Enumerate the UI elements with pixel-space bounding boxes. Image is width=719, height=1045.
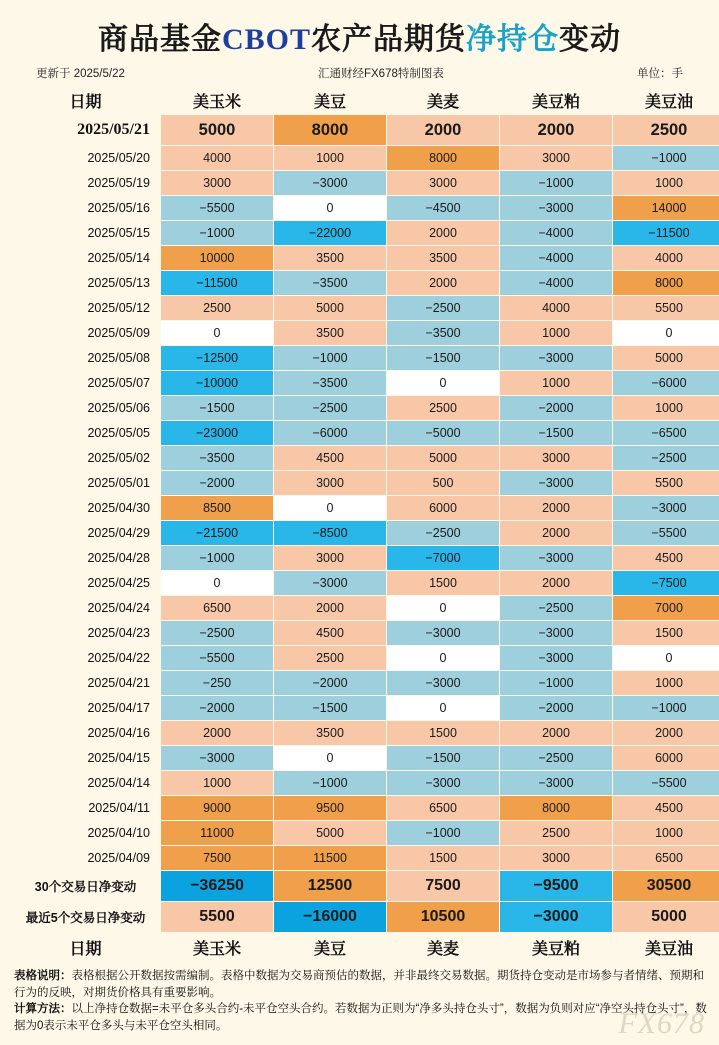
cell-美豆油: 14000 — [613, 196, 719, 221]
cell-美豆粕: −2500 — [500, 596, 613, 621]
cell-美豆: −3500 — [274, 271, 387, 296]
title-part-4: 净持仓 — [466, 23, 560, 56]
summary-label: 最近5个交易日净变动 — [11, 902, 161, 933]
cell-美豆: −1000 — [274, 771, 387, 796]
cell-美玉米: −23000 — [161, 421, 274, 446]
cell-美豆油: 4000 — [613, 246, 719, 271]
cell-美豆: −2500 — [274, 396, 387, 421]
cell-美豆油: 4500 — [613, 796, 719, 821]
cell-美麦: −3000 — [387, 771, 500, 796]
column-header-3: 美麦 — [387, 86, 500, 115]
row-date: 2025/04/15 — [11, 746, 161, 771]
title-part-5: 变动 — [559, 23, 622, 56]
table-row — [11, 596, 719, 621]
cell-美麦: −3000 — [387, 621, 500, 646]
cell-美豆粕: −1000 — [500, 671, 613, 696]
cell-美麦: −1500 — [387, 746, 500, 771]
cell-美麦: 2000 — [387, 271, 500, 296]
cell-美麦: −2500 — [387, 521, 500, 546]
cell-美豆粕: 4000 — [500, 296, 613, 321]
cell-美玉米: 2000 — [161, 721, 274, 746]
cell-美豆油: −5500 — [613, 771, 719, 796]
table-row — [11, 821, 719, 846]
cell-美豆油: −6500 — [613, 421, 719, 446]
table-row — [11, 746, 719, 771]
cell-美豆: 3500 — [274, 321, 387, 346]
cell-美豆粕: −3000 — [500, 346, 613, 371]
cell-美玉米: −5500 — [161, 196, 274, 221]
row-date: 2025/05/12 — [11, 296, 161, 321]
cell-美豆粕: 2000 — [500, 521, 613, 546]
cell-美豆油: −6000 — [613, 371, 719, 396]
subheader-bar — [10, 62, 709, 85]
table-row — [11, 421, 719, 446]
row-date: 2025/04/28 — [11, 546, 161, 571]
cell-美豆油: 5000 — [613, 346, 719, 371]
table-row — [11, 396, 719, 421]
cell-美玉米: 10000 — [161, 246, 274, 271]
table-row — [11, 671, 719, 696]
title-part-3: 期货 — [404, 23, 467, 56]
cell-美豆油: 0 — [613, 646, 719, 671]
summary-row — [11, 902, 719, 933]
summary-cell-美豆粕: −9500 — [500, 871, 613, 902]
row-date: 2025/04/21 — [11, 671, 161, 696]
cell-美豆粕: 3000 — [500, 846, 613, 871]
cell-美豆油: 5500 — [613, 296, 719, 321]
cell-美豆粕: −2500 — [500, 746, 613, 771]
cell-美豆: 0 — [274, 746, 387, 771]
cell-美豆: −6000 — [274, 421, 387, 446]
table-row — [11, 296, 719, 321]
row-date: 2025/04/24 — [11, 596, 161, 621]
cell-美豆: 3000 — [274, 546, 387, 571]
summary-label: 30个交易日净变动 — [11, 871, 161, 902]
cell-美玉米: 2500 — [161, 296, 274, 321]
note-line-2 — [14, 1001, 707, 1034]
row-date: 2025/05/16 — [11, 196, 161, 221]
column-header-3: 美麦 — [387, 933, 500, 962]
cell-美豆: 9500 — [274, 796, 387, 821]
cell-美玉米: −10000 — [161, 371, 274, 396]
updated-label: 更新于 2025/5/22 — [36, 68, 125, 80]
column-header-5: 美豆油 — [613, 933, 719, 962]
cell-美豆粕: −3000 — [500, 471, 613, 496]
note-1-label: 表格说明： — [14, 970, 72, 982]
table-row — [11, 471, 719, 496]
note-2-text: 以上净持仓数据=未平仓多头合约-未平仓空头合约。若数据为正则为“净多头持仓头寸”，数据为负则对应“净空头持仓头寸”，数据为0表示未平仓多头与未平仓空头相同。 — [14, 1003, 707, 1033]
cell-美豆油: −11500 — [613, 221, 719, 246]
cell-美豆: −1000 — [274, 346, 387, 371]
cell-美豆: −1500 — [274, 696, 387, 721]
summary-cell-美麦: 10500 — [387, 902, 500, 933]
cell-美麦: 1500 — [387, 571, 500, 596]
cell-美豆粕: −3000 — [500, 771, 613, 796]
cell-美麦: 6500 — [387, 796, 500, 821]
table-row — [11, 346, 719, 371]
cell-美豆粕: −3000 — [500, 621, 613, 646]
summary-cell-美豆: 12500 — [274, 871, 387, 902]
cell-美豆: −3000 — [274, 571, 387, 596]
cell-美豆粕: −2000 — [500, 396, 613, 421]
row-date: 2025/05/05 — [11, 421, 161, 446]
cell-美麦: −1500 — [387, 346, 500, 371]
positions-table — [10, 85, 719, 962]
cell-美豆: −3500 — [274, 371, 387, 396]
cell-美豆: −22000 — [274, 221, 387, 246]
cell-美麦: 2500 — [387, 396, 500, 421]
cell-美豆粕: −4000 — [500, 221, 613, 246]
cell-美玉米: −21500 — [161, 521, 274, 546]
table-row — [11, 321, 719, 346]
cell-美豆油: 4500 — [613, 546, 719, 571]
cell-美玉米: 6500 — [161, 596, 274, 621]
summary-cell-美麦: 7500 — [387, 871, 500, 902]
table-row — [11, 646, 719, 671]
note-line-1 — [14, 968, 707, 1001]
row-date: 2025/05/15 — [11, 221, 161, 246]
row-date: 2025/04/30 — [11, 496, 161, 521]
table-row — [11, 115, 719, 146]
cell-美豆粕: −1000 — [500, 171, 613, 196]
cell-美豆油: 0 — [613, 321, 719, 346]
cell-美玉米: −1000 — [161, 221, 274, 246]
table-body — [11, 115, 719, 933]
cell-美麦: 0 — [387, 596, 500, 621]
table-row — [11, 196, 719, 221]
cell-美玉米: 0 — [161, 571, 274, 596]
cell-美玉米: 8500 — [161, 496, 274, 521]
cell-美麦: −5000 — [387, 421, 500, 446]
cell-美玉米: 9000 — [161, 796, 274, 821]
cell-美麦: 0 — [387, 646, 500, 671]
cell-美玉米: −1500 — [161, 396, 274, 421]
cell-美玉米: −2000 — [161, 696, 274, 721]
summary-cell-美豆油: 30500 — [613, 871, 719, 902]
table-header-row — [11, 86, 719, 115]
cell-美玉米: −3500 — [161, 446, 274, 471]
cell-美玉米: −2500 — [161, 621, 274, 646]
column-header-2: 美豆 — [274, 86, 387, 115]
cell-美豆粕: −4000 — [500, 271, 613, 296]
cell-美麦: 1500 — [387, 846, 500, 871]
title-part-1: CBOT — [221, 23, 312, 56]
table-row — [11, 221, 719, 246]
cell-美豆油: 6000 — [613, 746, 719, 771]
row-date: 2025/05/02 — [11, 446, 161, 471]
table-row — [11, 546, 719, 571]
cell-美豆油: −1000 — [613, 146, 719, 171]
cell-美豆: 5000 — [274, 821, 387, 846]
title-part-2: 农产品 — [311, 23, 405, 56]
table-row — [11, 246, 719, 271]
column-header-1: 美玉米 — [161, 86, 274, 115]
table-row — [11, 621, 719, 646]
table-row — [11, 796, 719, 821]
cell-美豆: −2000 — [274, 671, 387, 696]
cell-美豆粕: 2500 — [500, 821, 613, 846]
cell-美豆粕: −3000 — [500, 646, 613, 671]
cell-美豆粕: −3000 — [500, 196, 613, 221]
cell-美麦: 8000 — [387, 146, 500, 171]
table-row — [11, 271, 719, 296]
cell-美麦: 2000 — [387, 115, 500, 146]
cell-美豆油: 1000 — [613, 821, 719, 846]
cell-美麦: 0 — [387, 696, 500, 721]
cell-美豆油: 1000 — [613, 671, 719, 696]
cell-美豆油: 8000 — [613, 271, 719, 296]
cell-美玉米: 0 — [161, 321, 274, 346]
cell-美豆油: −7500 — [613, 571, 719, 596]
table-footer-row — [11, 933, 719, 962]
cell-美玉米: −3000 — [161, 746, 274, 771]
cell-美豆油: 1000 — [613, 171, 719, 196]
table-row — [11, 146, 719, 171]
table-row — [11, 521, 719, 546]
cell-美玉米: 11000 — [161, 821, 274, 846]
cell-美豆油: −2500 — [613, 446, 719, 471]
cell-美麦: 0 — [387, 371, 500, 396]
cell-美豆: 8000 — [274, 115, 387, 146]
cell-美豆粕: −2000 — [500, 696, 613, 721]
cell-美豆: −3000 — [274, 171, 387, 196]
cell-美麦: −3500 — [387, 321, 500, 346]
cell-美豆油: 2500 — [613, 115, 719, 146]
cell-美豆粕: 2000 — [500, 115, 613, 146]
cell-美麦: −4500 — [387, 196, 500, 221]
cell-美豆油: 1000 — [613, 396, 719, 421]
cell-美豆油: 1500 — [613, 621, 719, 646]
cell-美豆: 1000 — [274, 146, 387, 171]
summary-cell-美玉米: −36250 — [161, 871, 274, 902]
cell-美豆粕: 3000 — [500, 446, 613, 471]
cell-美麦: −7000 — [387, 546, 500, 571]
cell-美豆油: −5500 — [613, 521, 719, 546]
cell-美玉米: 4000 — [161, 146, 274, 171]
cell-美玉米: 3000 — [161, 171, 274, 196]
column-header-0: 日期 — [11, 933, 161, 962]
summary-cell-美豆油: 5000 — [613, 902, 719, 933]
summary-cell-美玉米: 5500 — [161, 902, 274, 933]
unit-label: 单位：手 — [637, 68, 683, 80]
table-row — [11, 571, 719, 596]
cell-美豆粕: 8000 — [500, 796, 613, 821]
cell-美豆: 2000 — [274, 596, 387, 621]
row-date: 2025/05/01 — [11, 471, 161, 496]
row-date: 2025/05/09 — [11, 321, 161, 346]
row-date: 2025/04/16 — [11, 721, 161, 746]
cell-美玉米: 1000 — [161, 771, 274, 796]
row-date: 2025/04/14 — [11, 771, 161, 796]
cell-美麦: 500 — [387, 471, 500, 496]
column-header-1: 美玉米 — [161, 933, 274, 962]
cell-美豆油: 2000 — [613, 721, 719, 746]
cell-美豆粕: 2000 — [500, 721, 613, 746]
note-1-text: 表格根据公开数据按需编制。表格中数据为交易商预估的数据，并非最终交易数据。期货持仓变动是市场参与者情绪、预期和行为的反映，对期货价格具有重要影响。 — [14, 970, 704, 999]
cell-美豆: 2500 — [274, 646, 387, 671]
cell-美豆油: −3000 — [613, 496, 719, 521]
cell-美玉米: 7500 — [161, 846, 274, 871]
notes-block — [10, 962, 709, 1035]
cell-美豆: 0 — [274, 196, 387, 221]
row-date: 2025/04/25 — [11, 571, 161, 596]
cell-美豆粕: −4000 — [500, 246, 613, 271]
cell-美玉米: −1000 — [161, 546, 274, 571]
cell-美玉米: −2000 — [161, 471, 274, 496]
cell-美麦: 2000 — [387, 221, 500, 246]
cell-美豆油: 6500 — [613, 846, 719, 871]
cell-美豆: 3500 — [274, 721, 387, 746]
table-row — [11, 371, 719, 396]
cell-美玉米: −5500 — [161, 646, 274, 671]
note-2-label: 计算方法： — [14, 1003, 72, 1016]
cell-美豆: 4500 — [274, 446, 387, 471]
table-row — [11, 846, 719, 871]
source-label: 汇通财经FX678特制图表 — [317, 68, 444, 80]
row-date: 2025/04/23 — [11, 621, 161, 646]
table-row — [11, 446, 719, 471]
cell-美麦: 5000 — [387, 446, 500, 471]
row-date: 2025/05/21 — [11, 115, 161, 146]
summary-cell-美豆: −16000 — [274, 902, 387, 933]
cell-美玉米: 5000 — [161, 115, 274, 146]
cell-美麦: 3500 — [387, 246, 500, 271]
cell-美玉米: −250 — [161, 671, 274, 696]
cell-美豆粕: −3000 — [500, 546, 613, 571]
summary-cell-美豆粕: −3000 — [500, 902, 613, 933]
cell-美豆: −8500 — [274, 521, 387, 546]
cell-美麦: 3000 — [387, 171, 500, 196]
cell-美豆粕: 1000 — [500, 371, 613, 396]
cell-美玉米: −11500 — [161, 271, 274, 296]
column-header-4: 美豆粕 — [500, 86, 613, 115]
cell-美麦: 6000 — [387, 496, 500, 521]
row-date: 2025/04/29 — [11, 521, 161, 546]
cell-美豆油: 5500 — [613, 471, 719, 496]
row-date: 2025/05/19 — [11, 171, 161, 196]
row-date: 2025/04/22 — [11, 646, 161, 671]
column-header-2: 美豆 — [274, 933, 387, 962]
row-date: 2025/04/09 — [11, 846, 161, 871]
table-row — [11, 171, 719, 196]
cell-美豆油: 7000 — [613, 596, 719, 621]
table-row — [11, 721, 719, 746]
cell-美玉米: −12500 — [161, 346, 274, 371]
cell-美麦: −2500 — [387, 296, 500, 321]
cell-美豆油: −1000 — [613, 696, 719, 721]
row-date: 2025/04/11 — [11, 796, 161, 821]
row-date: 2025/04/17 — [11, 696, 161, 721]
column-header-4: 美豆粕 — [500, 933, 613, 962]
cell-美豆粕: 2000 — [500, 496, 613, 521]
row-date: 2025/05/06 — [11, 396, 161, 421]
cell-美豆粕: −1500 — [500, 421, 613, 446]
row-date: 2025/05/13 — [11, 271, 161, 296]
row-date: 2025/05/20 — [11, 146, 161, 171]
cell-美豆: 0 — [274, 496, 387, 521]
row-date: 2025/05/08 — [11, 346, 161, 371]
title-part-0: 商品基金 — [97, 23, 222, 56]
row-date: 2025/04/10 — [11, 821, 161, 846]
cell-美豆粕: 1000 — [500, 321, 613, 346]
cell-美豆: 4500 — [274, 621, 387, 646]
column-header-0: 日期 — [11, 86, 161, 115]
cell-美豆粕: 2000 — [500, 571, 613, 596]
cell-美豆: 11500 — [274, 846, 387, 871]
column-header-5: 美豆油 — [613, 86, 719, 115]
page-title — [10, 8, 709, 62]
watermark: FX678 — [618, 1007, 705, 1040]
cell-美豆: 3000 — [274, 471, 387, 496]
table-row — [11, 771, 719, 796]
cell-美麦: −1000 — [387, 821, 500, 846]
table-row — [11, 696, 719, 721]
cell-美豆: 5000 — [274, 296, 387, 321]
cell-美麦: 1500 — [387, 721, 500, 746]
cell-美豆粕: 3000 — [500, 146, 613, 171]
row-date: 2025/05/14 — [11, 246, 161, 271]
cell-美麦: −3000 — [387, 671, 500, 696]
cell-美豆: 3500 — [274, 246, 387, 271]
summary-row — [11, 871, 719, 902]
table-row — [11, 496, 719, 521]
row-date: 2025/05/07 — [11, 371, 161, 396]
